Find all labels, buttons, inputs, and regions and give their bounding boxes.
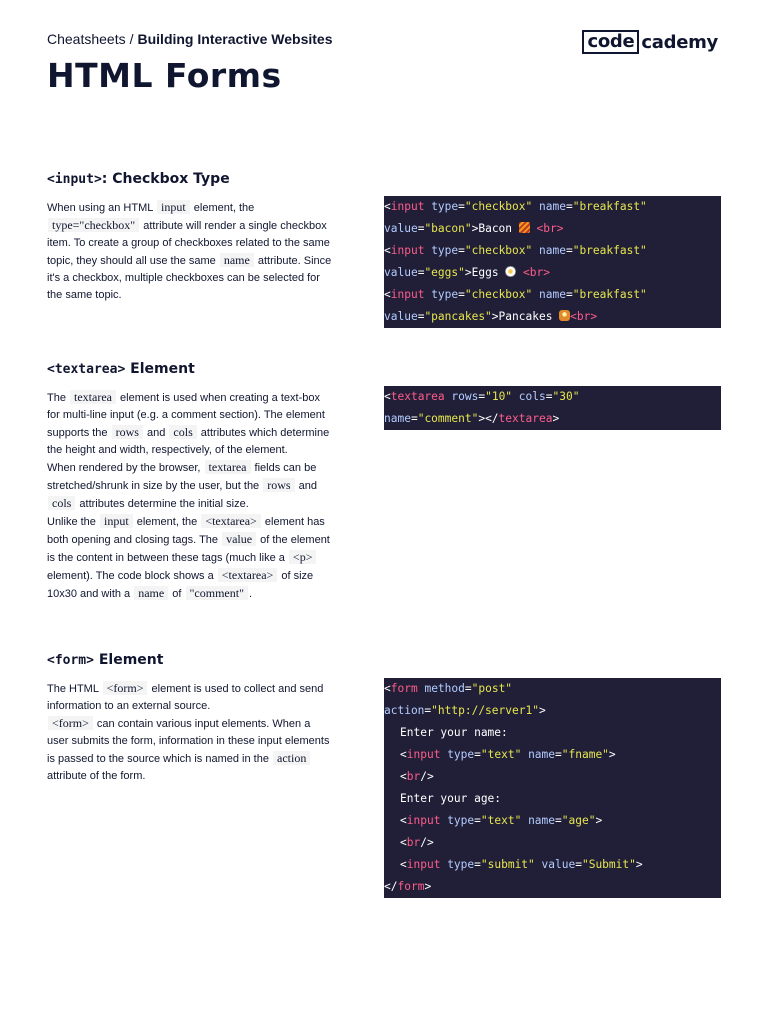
- section-form: [47, 651, 722, 893]
- section-title-textarea: <textarea> Element: [47, 361, 195, 377]
- section-description-form: The HTML <form> element is used to collect and send information to an external source. <form> can contain various input elements. When a user submits the form, information in these input elements is passed to the source which is named in the action attribute of the form.: [47, 681, 330, 782]
- code-line: </form>: [384, 880, 432, 893]
- section-title-checkbox: <input>: Checkbox Type: [47, 171, 230, 187]
- code-line: Enter your name:: [400, 726, 508, 739]
- code-line: <input type="checkbox" name="breakfast": [384, 244, 647, 257]
- code-line: name="comment"></textarea>: [384, 412, 560, 425]
- breadcrumb-cheatsheets[interactable]: Cheatsheets: [47, 31, 126, 47]
- breadcrumb-current[interactable]: Building Interactive Websites: [137, 31, 333, 47]
- page-title: HTML Forms: [47, 56, 282, 95]
- section-description-checkbox: When using an HTML input element, the type="checkbox" attribute will render a single checkbox item. To create a group of checkboxes related to the same topic, they should all use the same name attribute. Since it's a checkbox, multiple checkboxes can be selected for the same topic.: [47, 200, 332, 301]
- egg-icon: [505, 266, 516, 277]
- code-line: Enter your age:: [400, 792, 502, 805]
- section-description-textarea: The textarea element is used when creating a text-box for multi-line input (e.g. a comment section). The element supports the rows and cols attributes which determine the height and width, respectively, of the element. When rendered by the browser, textarea fields can be stretched/shrunk in size by the user, but the rows and cols attributes determine the initial size. Unlike the input element, the <textarea> element has both opening and closing tags. The value of the element is the content in between these tags (much like a <p> element). The code block shows a <textarea> of size 10x30 and with a name of "comment" .: [47, 390, 330, 600]
- code-line: action="http://server1">: [384, 704, 546, 717]
- code-line: <form method="post": [384, 682, 513, 695]
- pancake-icon: [559, 310, 570, 321]
- code-block-textarea: [384, 386, 721, 430]
- code-line: <input type="checkbox" name="breakfast": [384, 200, 647, 213]
- logo-cademy: cademy: [641, 31, 718, 53]
- code-line: value="eggs">Eggs <br>: [384, 266, 550, 279]
- code-line: <br/>: [400, 770, 434, 783]
- code-line: <input type="submit" value="Submit">: [400, 858, 643, 871]
- code-block-form: [384, 678, 721, 898]
- bacon-icon: [519, 222, 530, 233]
- page-header: [47, 30, 718, 94]
- section-title-form: <form> Element: [47, 652, 164, 668]
- section-textarea: [47, 360, 722, 600]
- code-line: <input type="text" name="age">: [400, 814, 603, 827]
- code-line: <br/>: [400, 836, 434, 849]
- code-line: value="bacon">Bacon <br>: [384, 222, 564, 235]
- codecademy-logo[interactable]: [582, 30, 718, 54]
- code-block-checkbox: [384, 196, 721, 328]
- code-line: <input type="checkbox" name="breakfast": [384, 288, 647, 301]
- breadcrumb-separator: /: [129, 31, 134, 47]
- code-line: <textarea rows="10" cols="30": [384, 390, 580, 403]
- code-line: <input type="text" name="fname">: [400, 748, 616, 761]
- section-checkbox: [47, 170, 722, 323]
- code-line: value="pancakes">Pancakes <br>: [384, 310, 598, 323]
- logo-code: code: [582, 30, 639, 54]
